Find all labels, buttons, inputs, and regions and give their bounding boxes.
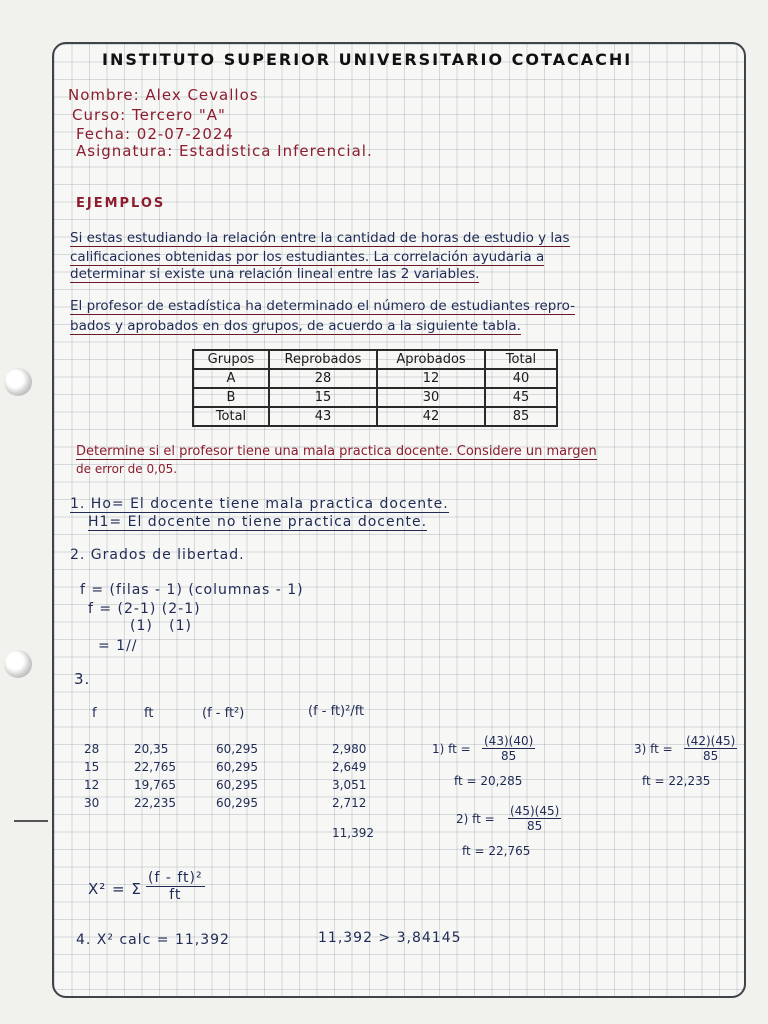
table-header-cell: Total bbox=[485, 350, 557, 369]
table-row bbox=[193, 407, 557, 426]
hypothesis-h0: 1. Ho= El docente tiene mala practica docente. bbox=[70, 496, 449, 512]
calc1-label: 1) ft = bbox=[432, 742, 471, 756]
data-table bbox=[192, 349, 558, 427]
table-header-cell: Grupos bbox=[193, 350, 269, 369]
calc2-result: ft = 22,765 bbox=[462, 844, 531, 858]
row-ft: 19,765 bbox=[134, 778, 176, 792]
problem-line-1: El profesor de estadística ha determinado el número de estudiantes repro- bbox=[70, 298, 575, 314]
row-diff: 60,295 bbox=[216, 778, 258, 792]
row-ft: 22,235 bbox=[134, 796, 176, 810]
table-cell: 43 bbox=[269, 407, 377, 426]
binder-hole-bottom bbox=[4, 650, 32, 678]
calc3-fraction bbox=[684, 734, 737, 763]
table-cell: 40 bbox=[485, 369, 557, 388]
row-f: 12 bbox=[84, 778, 100, 792]
chi-formula-lhs: X² = Σ bbox=[88, 880, 142, 898]
row-chi: 2,649 bbox=[332, 760, 367, 774]
graph-paper-sheet bbox=[52, 42, 746, 998]
row-chi: 2,980 bbox=[332, 742, 367, 756]
table-cell: 45 bbox=[485, 388, 557, 407]
institute-title: INSTITUTO SUPERIOR UNIVERSITARIO COTACACHI bbox=[102, 50, 633, 69]
calc3-denominator: 85 bbox=[702, 749, 719, 763]
table-header-cell: Aprobados bbox=[377, 350, 485, 369]
problem-line-2: bados y aprobados en dos grupos, de acuerdo a la siguiente tabla. bbox=[70, 318, 521, 334]
page-edge-mark bbox=[14, 820, 48, 822]
chi-formula-numerator: (f - ft)² bbox=[148, 870, 203, 886]
col-header-ft: ft bbox=[144, 706, 154, 721]
binder-hole-top bbox=[4, 368, 32, 396]
chi-calc-value: 4. X² calc = 11,392 bbox=[76, 932, 230, 948]
row-ft: 20,35 bbox=[134, 742, 169, 756]
row-f: 15 bbox=[84, 760, 100, 774]
calc3-label: 3) ft = bbox=[634, 742, 673, 756]
degrees-result: = 1// bbox=[98, 638, 138, 654]
chi-comparison: 11,392 > 3,84145 bbox=[318, 930, 462, 946]
row-chi: 3,051 bbox=[332, 778, 367, 792]
table-header-row bbox=[193, 350, 557, 369]
intro-line-1: Si estas estudiando la relación entre la cantidad de horas de estudio y las bbox=[70, 230, 570, 246]
chi-formula-fraction bbox=[146, 870, 205, 903]
calc1-fraction bbox=[482, 734, 535, 763]
hypothesis-h1: H1= El docente no tiene practica docente. bbox=[88, 514, 428, 530]
row-f: 28 bbox=[84, 742, 100, 756]
table-cell: 12 bbox=[377, 369, 485, 388]
chi-formula-denominator: ft bbox=[169, 887, 182, 903]
table-cell: 28 bbox=[269, 369, 377, 388]
formula-substitution: f = (2-1) (2-1) bbox=[88, 601, 201, 617]
table-cell: B bbox=[193, 388, 269, 407]
col-header-chi-term: (f - ft)²/ft bbox=[308, 704, 365, 719]
formula-result-parts: (1) (1) bbox=[130, 618, 193, 634]
student-name: Nombre: Alex Cevallos bbox=[68, 86, 259, 104]
row-chi: 2,712 bbox=[332, 796, 367, 810]
table-header-cell: Reprobados bbox=[269, 350, 377, 369]
intro-line-2: calificaciones obtenidas por los estudiantes. La correlación ayudaria a bbox=[70, 249, 545, 265]
table-cell: 15 bbox=[269, 388, 377, 407]
col-header-f: f bbox=[92, 706, 97, 721]
calc3-numerator: (42)(45) bbox=[686, 734, 736, 748]
calc1-result: ft = 20,285 bbox=[454, 774, 523, 788]
table-cell: 30 bbox=[377, 388, 485, 407]
table-row bbox=[193, 369, 557, 388]
table-cell: A bbox=[193, 369, 269, 388]
row-f: 30 bbox=[84, 796, 100, 810]
formula-degrees: f = (filas - 1) (columnas - 1) bbox=[80, 582, 304, 598]
date: Fecha: 02-07-2024 bbox=[76, 125, 234, 143]
calc2-label: 2) ft = bbox=[456, 812, 495, 826]
chi-sum: 11,392 bbox=[332, 826, 374, 840]
table-row bbox=[193, 388, 557, 407]
subject: Asignatura: Estadistica Inferencial. bbox=[76, 142, 373, 160]
row-diff: 60,295 bbox=[216, 742, 258, 756]
table-cell: 85 bbox=[485, 407, 557, 426]
calc3-result: ft = 22,235 bbox=[642, 774, 711, 788]
calc1-denominator: 85 bbox=[500, 749, 517, 763]
calc1-numerator: (43)(40) bbox=[484, 734, 534, 748]
table-cell: Total bbox=[193, 407, 269, 426]
question-line-1: Determine si el profesor tiene una mala practica docente. Considere un margen bbox=[76, 444, 597, 459]
course: Curso: Tercero "A" bbox=[72, 106, 226, 124]
calc2-denominator: 85 bbox=[526, 819, 543, 833]
row-diff: 60,295 bbox=[216, 796, 258, 810]
intro-line-3: determinar si existe una relación lineal entre las 2 variables. bbox=[70, 266, 480, 282]
row-diff: 60,295 bbox=[216, 760, 258, 774]
row-ft: 22,765 bbox=[134, 760, 176, 774]
calc2-fraction bbox=[508, 804, 561, 833]
section-title: EJEMPLOS bbox=[76, 196, 166, 211]
step3-label: 3. bbox=[74, 670, 91, 688]
calc2-numerator: (45)(45) bbox=[510, 804, 560, 818]
question-line-2: de error de 0,05. bbox=[76, 462, 178, 476]
col-header-diff: (f - ft²) bbox=[202, 706, 245, 721]
step2-title: 2. Grados de libertad. bbox=[70, 547, 245, 563]
table-cell: 42 bbox=[377, 407, 485, 426]
